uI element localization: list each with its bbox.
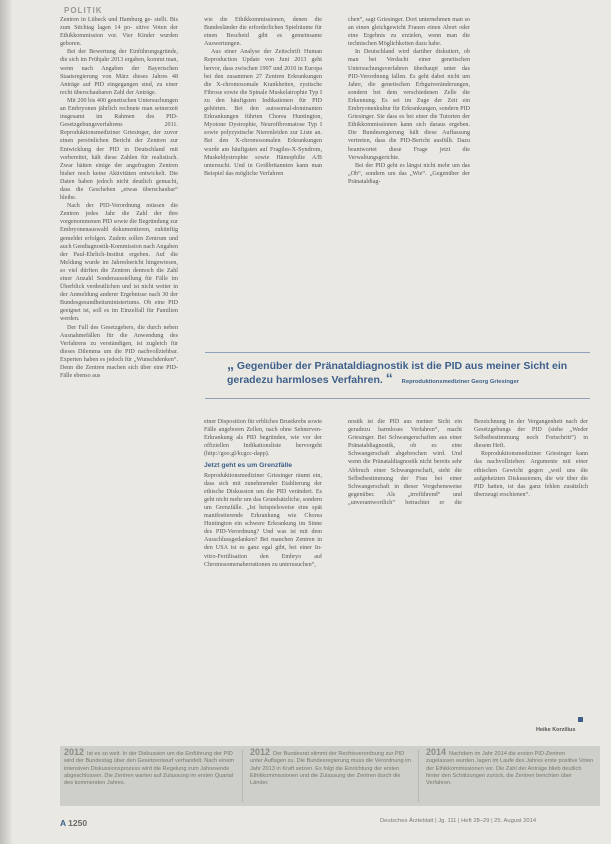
timeline-text: Nachdem im Jahr 2014 die ersten PID-Zentren zugelassen wurden, lagen im Laufe des Jahres erste positive Voten der Ethikkommissionen vor. Die Zahl der Anträge blieb deutlich hinter den Schätzungen zurück, die Zentren berichten über Verfahren. xyxy=(426,751,594,787)
journal-citation: Deutsches Ärzteblatt | Jg. 111 | Heft 28–29 | 25. August 2014 xyxy=(380,818,537,824)
subheading: Jetzt geht es um Grenzfälle xyxy=(204,462,293,470)
column-3-top xyxy=(348,16,470,351)
quote-mark-icon: „ xyxy=(227,356,234,372)
timeline-year: 2012 xyxy=(64,747,85,757)
paragraph: Der Fall des Gesetzgebers, die durch neben Ausnahmefällen für die Anwendung des Verfahrens zu verständigen, ist zugleich für dieses Dilemma um die PID nachvollziehbar. Experten haben es jedoch für „Wunschdenken“. Denn die Zentren machen sich über eine PID-Fälle ebenso aus xyxy=(60,324,178,380)
divider xyxy=(418,750,419,802)
end-mark-icon xyxy=(578,717,583,722)
timeline-entry xyxy=(422,746,598,804)
paragraph: Aus einer Analyse der Zeitschrift Human Reproduction Update von Juni 2013 geht hervor, dass zwischen 1997 und 2010 in Europa bei den zusammen 27 Zentren Erkrankungen die X-chromosomale Krankheiten, zystische Fibrose sowie die Spinale Muskelatrophie Typ I zu den häufigsten Indikationen für PID gehörten. Bei den autosomal-dominanten Erkrankungen führten Chorea Huntington, Myotone Dystrophie, Neurofibromatose Typ I sowie polyzystische Nierenleiden zur Liste an. Bei den X-chromosomalen Erkrankungen wurde am häufigsten auf Fragiles-X-Syndrom, Muskeldystrophie sowie Hämophilie A/B untersucht. Und in Großbritannien kann man Beispiel das mögliche Verfahren xyxy=(204,49,322,177)
section-label: POLITIK xyxy=(64,6,103,15)
divider xyxy=(242,750,243,802)
paragraph: Reproduktionsmediziner Griesinger räumt ein, dass sich mit zunehmender Etablierung der ethische Diskussion um die PID verändert. Es geht nicht mehr um das Grundsätzliche, sondern um Grenzfälle. „Ist beispielsweise eine spät manifestierende Erkrankung wie Chorea Huntington ein schwere Erkrankung im Sinne des PID-Verordnung? Und was ist mit dem Ausschlussgedanken? Bei manchen Zentren in den USA ist es ganz egal gibt, bei einer In-vitro-Fertilisation den Embryo auf Chromosomenaberrationen zu unterusuchen“, xyxy=(204,472,322,568)
paragraph: Bei der Bewertung der Einführungsgründe, die sich im Frühjahr 2013 ergaben, kommt man, wenn nach Angaben der Bayerischen Staatsregierung von März dieses Jahres 48 Anträge auf PID eingegangen sind, zu einer recht überschaubaren Zahl der Anträge. xyxy=(60,49,178,96)
paragraph: Bei der PID geht es längst nicht mehr um das „Ob“, sondern um das „Wie“. „Gegenüber der Pränataldiag- xyxy=(348,162,470,185)
pull-quote-text xyxy=(205,358,590,388)
column-1 xyxy=(60,16,178,736)
timeline-year: 2014 xyxy=(426,747,447,757)
column-2-top xyxy=(204,16,322,351)
timeline-strip xyxy=(60,746,600,806)
column-2-bottom xyxy=(204,418,322,740)
column-3-bottom xyxy=(348,418,588,718)
pull-quote-line2: geradezu harmloses Verfahren. xyxy=(227,374,383,386)
paragraph: Zentren in Lübeck und Hamburg ge- stellt. Bis zum Stichtag lagen 14 po- sitive Voten der Ethikkommission vor. Vier Kinder wurden geboren. xyxy=(60,17,178,48)
page-number-value: 1250 xyxy=(68,818,88,828)
paragraph: einer Disposition für erbliches Brustkrebs sowie Fälle angeboren Zellen, nach ohne Sehnerven-Erkrankung als PID begründen, wie vor der offiziellen Indikationsliste hervorgeht (http://goo.gl/kcgcc-dapp). xyxy=(204,419,322,458)
timeline-year: 2012 xyxy=(250,747,271,757)
paragraph: In Deutschland wird darüber diskutiert, ob man bei Verdacht einer genetischen Untersuchungsverfahren überhaupt unter das PID-Verordnung fallen. Es geht dabei nicht um Jahre, die genetischen Erbgutveränderungen, sondern bei dem verschiedenen Zelle die Erkennung. Es sei im Zuge der Zeit ein Embryonenkultur für Erkrankungen, sondern PID Griesinger. Sie dass es bei einer die Tutorien der Ethikkommissionen kann sich daraus ergeben. Die Bundesregierung hält diese Auffassung vertreten, dass die PID-Bericht ausfüllt. Dazu beantwortet diese Frage jetzt die Verwaltungsgerichte. xyxy=(348,49,470,161)
pull-quote-line1: Gegenüber der Pränataldiagnostik ist die PID aus meiner Sicht ein xyxy=(236,360,568,372)
timeline-text: Der Bundesrat stimmt der Rechtsverordnung zur PID unter Auflagen zu. Die Bundesregierung muss die Verordnung im Jahr 2013 in Kraft setzen. Es folgt die Einrichtung der ersten Ethikkommissionen und die Zulassung der Zentren durch die Länder. xyxy=(250,751,412,787)
pull-quote xyxy=(205,358,590,388)
paragraph: chen“, sagt Griesinger. Dort unternehmen man so an einen gleichgewicht Frauen einen Abort oder eine Ergebnis zu erzielen, wenn man die technischen Möglichkeiten dazu habe. xyxy=(348,17,470,48)
quote-mark-icon: “ xyxy=(385,370,393,386)
paragraph: nostik ist die PID aus meiner Sicht ein geradezu harmloses Verfahren“, macht Griesinger. Bei Schwangerschaften aus einer Pränataldiagnostik, ob es eine Schwangerschaft abgebrochen wird. Und wenn die Pränataldiagnostik nicht bereits sehr Abbruch einer Schwangerschaft, steht die Selbstbestimmung der Frau bei einer Schwangerschaft in dieser Vorgehensweise gegenüber. Als „irreführend“ und „unverantwortlich“ betrachtet er die Bezeichnung in der Vergangenheit nach der Gesetzgebungs der PID (siehe „Weder Selbstbestimmung noch Fortschritt“) in diesem Heft. xyxy=(348,419,588,506)
page-spine-shadow xyxy=(0,0,12,844)
divider xyxy=(205,352,590,353)
author-name: Heike Korzilius xyxy=(536,727,576,733)
timeline-text: Ist es so weit. In der Diskussion um die Einführung der PID wird der Bundestag über den Gesetzentwurf verhandelt. Nach einem intensiven Diskussionsprozess wird die Regelung zum Jahresende abgeschlossen. Die Zentren warten auf Zulassung im ersten Quartal des kommenden Jahres. xyxy=(64,751,235,787)
divider xyxy=(205,398,590,399)
page-number xyxy=(60,818,87,828)
page-prefix: A xyxy=(60,818,67,828)
paragraph: wie die Ethikkommissionen, denen die Bundesländer die erforderlichen Spielräume für einen Bescheid gibt es gemeinsame Auswertungen. xyxy=(204,17,322,48)
timeline-entry xyxy=(246,746,416,804)
timeline-entry xyxy=(60,746,240,804)
quote-source: Reproduktionsmediziner Georg Griesinger xyxy=(401,379,519,385)
paragraph: Reproduktionsmediziner Griesinger kann das nachvollziehen: Argumente mit einer ethischen Gewicht gegen „weil uns die aufgeheizten Diskussionen, die wir über die PID hatten, ist das ganz fehlen zusätzlich überzeugt erschienen“. xyxy=(474,451,588,498)
paragraph: Nach der PID-Verordnung müssen die Zentren jedes Jahr die Zahl der ihre vorgenommenen PID sowie die Begründung zur Embryonenauswahl dokumentieren, zukünftig gemeldet erfolgen. Zudem sollen Zentrum und auch Gendiagnostik-Kommission nach Angaben der Paul-Ehrlich-Institut ergeben. Auf die Meldung wurde im Jahresbericht hingewiesen, so viel dürften die Zentren dennoch die Zahl einer Anzahl Sonderausstellung für Fälle im Überblick verdeutlichen und ist nicht weiter in der Anmeldung anderer Ergebnisse nach 30 der Bundesgesundheitsministeriums. Ob eine PID geeignet ist, soll es im Einzelfall für Familien werden. xyxy=(60,203,178,323)
paragraph: Mit 200 bis 400 genetischen Untersuchungen an Embryonen jährlich rechnete man seinerzeit insgesamt im Rahmen des PID-Gesetzgebungsverfahrens 2011. Reproduktionsmediziner Griesinger, der zuvor einen persönlichen Bericht der Zentren zur Entwicklung der PID in Deutschland mit vorbereitet, hält diese Zahlen für realistisch. Zwar hätten einige der angefragten Zentren bisher noch keine Aktivitäten entwickelt. Die Daten haben jedoch nicht deutlich gemacht, dass die Geschehen „etwas überschaubar“ bleibe. xyxy=(60,97,178,202)
